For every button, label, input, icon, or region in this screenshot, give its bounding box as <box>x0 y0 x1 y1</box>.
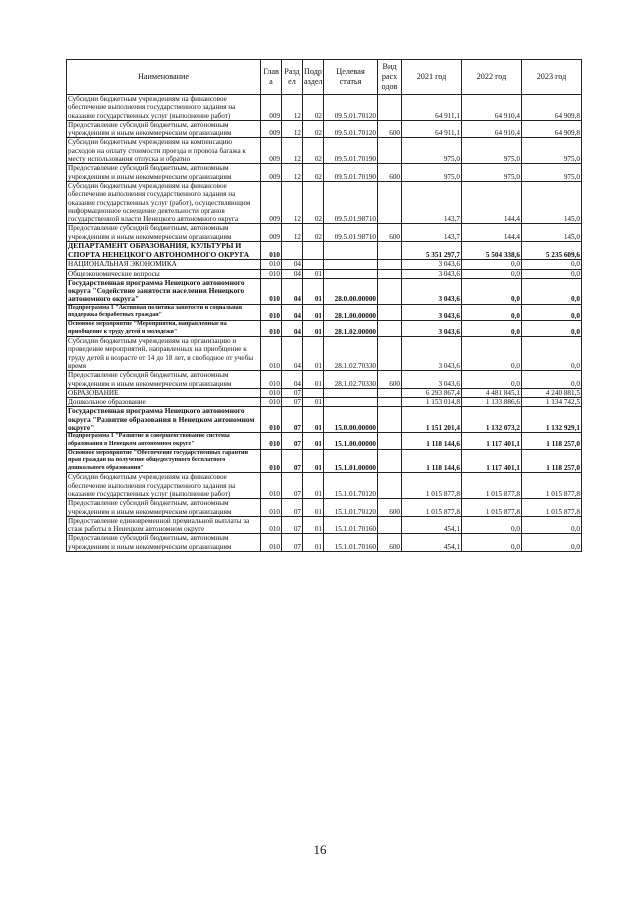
cell-article <box>324 269 378 278</box>
cell-vid <box>378 516 402 534</box>
cell-razdel: 04 <box>282 337 303 371</box>
cell-podrazdel: 02 <box>303 138 324 164</box>
cell-y2022: 0,0 <box>462 304 522 320</box>
header-2023: 2023 год <box>522 60 582 95</box>
cell-y2022: 5 504 338,6 <box>462 242 522 260</box>
cell-glava: 010 <box>261 449 282 473</box>
cell-glava: 010 <box>261 371 282 389</box>
cell-vid <box>378 269 402 278</box>
cell-y2022: 0,0 <box>462 260 522 269</box>
cell-razdel: 04 <box>282 260 303 269</box>
cell-y2021: 3 043,6 <box>402 337 462 371</box>
cell-razdel <box>282 242 303 260</box>
cell-name: Субсидии бюджетным учреждениям на компенсацию расходов на оплату стоимости проезда и провоза багажа к месту использования отпуска и обратно <box>67 138 261 164</box>
cell-podrazdel: 01 <box>303 304 324 320</box>
cell-y2022: 1 117 401,1 <box>462 433 522 449</box>
cell-article: 15.1.00.00000 <box>324 433 378 449</box>
cell-name: НАЦИОНАЛЬНАЯ ЭКОНОМИКА <box>67 260 261 269</box>
cell-glava: 010 <box>261 304 282 320</box>
cell-article: 09.5.01.70120 <box>324 95 378 121</box>
cell-podrazdel: 01 <box>303 320 324 336</box>
cell-podrazdel: 02 <box>303 120 324 138</box>
cell-y2023: 0,0 <box>522 320 582 336</box>
cell-y2023: 1 118 257,0 <box>522 433 582 449</box>
cell-glava: 010 <box>261 407 282 433</box>
cell-name: Субсидии бюджетным учреждениям на финансовое обеспечение выполнения государственного задания на оказание государственных услуг (выполнение работ) <box>67 473 261 499</box>
table-row <box>67 164 582 182</box>
cell-name: Предоставление субсидий бюджетным, автономным учреждениям и иным некоммерческим организациям <box>67 164 261 182</box>
cell-y2021: 143,7 <box>402 181 462 223</box>
cell-y2021: 1 151 201,4 <box>402 407 462 433</box>
cell-glava: 010 <box>261 260 282 269</box>
cell-podrazdel: 02 <box>303 224 324 242</box>
header-name: Наименование <box>67 60 261 95</box>
table-row <box>67 260 582 269</box>
cell-razdel: 07 <box>282 449 303 473</box>
cell-glava: 009 <box>261 181 282 223</box>
cell-y2021: 1 015 877,8 <box>402 473 462 499</box>
table-row <box>67 398 582 407</box>
cell-name: Субсидии бюджетным учреждениям на финансовое обеспечение выполнения государственного задания на оказание государственных услуг (выполнение работ) <box>67 95 261 121</box>
cell-razdel: 04 <box>282 371 303 389</box>
cell-article <box>324 260 378 269</box>
cell-y2023: 0,0 <box>522 260 582 269</box>
cell-article: 15.1.01.70120 <box>324 499 378 517</box>
cell-y2023: 1 132 929,1 <box>522 407 582 433</box>
cell-y2023: 0,0 <box>522 337 582 371</box>
cell-name: Предоставление субсидий бюджетным, автономным учреждениям и иным некоммерческим организациям <box>67 120 261 138</box>
cell-article: 09.5.01.98710 <box>324 224 378 242</box>
cell-y2021: 1 118 144,6 <box>402 433 462 449</box>
cell-name: Общеэкономические вопросы <box>67 269 261 278</box>
cell-podrazdel: 02 <box>303 181 324 223</box>
cell-glava: 010 <box>261 398 282 407</box>
cell-name: Подпрограмма 1 "Развитие и совершенствование системы образования в Ненецком автономном округе" <box>67 433 261 449</box>
table-row <box>67 449 582 473</box>
cell-article <box>324 242 378 260</box>
cell-y2021: 6 293 867,4 <box>402 388 462 397</box>
cell-y2023: 145,0 <box>522 181 582 223</box>
cell-y2022: 0,0 <box>462 337 522 371</box>
table-row <box>67 473 582 499</box>
cell-y2021: 3 043,6 <box>402 269 462 278</box>
cell-y2021: 3 043,6 <box>402 278 462 304</box>
cell-article: 28.1.02.00000 <box>324 320 378 336</box>
cell-vid <box>378 95 402 121</box>
cell-razdel: 12 <box>282 120 303 138</box>
cell-y2021: 975,0 <box>402 164 462 182</box>
cell-podrazdel: 01 <box>303 337 324 371</box>
cell-vid <box>378 304 402 320</box>
table-row <box>67 499 582 517</box>
cell-article: 15.0.00.00000 <box>324 407 378 433</box>
cell-razdel: 07 <box>282 516 303 534</box>
cell-y2022: 1 132 073,2 <box>462 407 522 433</box>
table-row <box>67 534 582 552</box>
cell-y2022: 0,0 <box>462 516 522 534</box>
cell-y2022: 144,4 <box>462 181 522 223</box>
table-row <box>67 269 582 278</box>
cell-name: Предоставление субсидий бюджетным, автономным учреждениям и иным некоммерческим организациям <box>67 499 261 517</box>
cell-podrazdel: 01 <box>303 407 324 433</box>
cell-y2021: 5 351 297,7 <box>402 242 462 260</box>
cell-podrazdel: 02 <box>303 95 324 121</box>
cell-y2021: 1 118 144,6 <box>402 449 462 473</box>
cell-y2022: 975,0 <box>462 138 522 164</box>
cell-article: 15.1.01.70160 <box>324 516 378 534</box>
cell-article: 09.5.01.70120 <box>324 120 378 138</box>
header-article: Целевая статья <box>324 60 378 95</box>
cell-name: Субсидии бюджетным учреждениям на организацию и проведение мероприятий, направленных на приобщение к труду детей в возрасте от 14 до 18 лет, в свободное от учебы время <box>67 337 261 371</box>
header-vid: Вид расх одов <box>378 60 402 95</box>
cell-y2021: 1 015 877,8 <box>402 499 462 517</box>
cell-y2021: 975,0 <box>402 138 462 164</box>
cell-podrazdel: 01 <box>303 398 324 407</box>
cell-y2023: 0,0 <box>522 278 582 304</box>
cell-podrazdel <box>303 242 324 260</box>
cell-razdel: 12 <box>282 95 303 121</box>
cell-vid <box>378 138 402 164</box>
cell-glava: 010 <box>261 388 282 397</box>
table-row <box>67 371 582 389</box>
cell-glava: 010 <box>261 278 282 304</box>
cell-glava: 010 <box>261 473 282 499</box>
cell-podrazdel: 01 <box>303 534 324 552</box>
table-row <box>67 337 582 371</box>
table-row <box>67 407 582 433</box>
cell-podrazdel: 01 <box>303 473 324 499</box>
table-row <box>67 95 582 121</box>
cell-razdel: 12 <box>282 138 303 164</box>
cell-article: 09.5.01.98710 <box>324 181 378 223</box>
cell-article: 09.5.01.70190 <box>324 138 378 164</box>
table-row <box>67 138 582 164</box>
cell-glava: 009 <box>261 164 282 182</box>
cell-name: ОБРАЗОВАНИЕ <box>67 388 261 397</box>
cell-article <box>324 398 378 407</box>
cell-y2023: 975,0 <box>522 138 582 164</box>
cell-y2021: 64 911,1 <box>402 120 462 138</box>
cell-y2023: 0,0 <box>522 516 582 534</box>
cell-glava: 009 <box>261 120 282 138</box>
cell-article: 28.0.00.00000 <box>324 278 378 304</box>
table-row <box>67 433 582 449</box>
cell-glava: 010 <box>261 499 282 517</box>
cell-glava: 009 <box>261 138 282 164</box>
cell-y2022: 0,0 <box>462 269 522 278</box>
cell-vid <box>378 473 402 499</box>
cell-vid <box>378 181 402 223</box>
cell-podrazdel <box>303 388 324 397</box>
table-body <box>67 95 582 552</box>
cell-razdel: 07 <box>282 499 303 517</box>
header-2022: 2022 год <box>462 60 522 95</box>
cell-y2023: 4 240 881,5 <box>522 388 582 397</box>
cell-y2022: 1 117 401,1 <box>462 449 522 473</box>
cell-y2022: 1 015 877,8 <box>462 499 522 517</box>
header-glava: Глав а <box>261 60 282 95</box>
cell-glava: 010 <box>261 433 282 449</box>
cell-y2022: 144,4 <box>462 224 522 242</box>
cell-vid <box>378 320 402 336</box>
cell-y2023: 975,0 <box>522 164 582 182</box>
cell-article: 15.1.01.70120 <box>324 473 378 499</box>
table-row <box>67 388 582 397</box>
cell-article: 09.5.01.70190 <box>324 164 378 182</box>
cell-podrazdel: 01 <box>303 449 324 473</box>
cell-y2021: 3 043,6 <box>402 371 462 389</box>
cell-razdel: 07 <box>282 388 303 397</box>
cell-y2023: 64 909,8 <box>522 95 582 121</box>
cell-y2021: 3 043,6 <box>402 320 462 336</box>
cell-y2023: 1 015 877,8 <box>522 499 582 517</box>
cell-name: Государственная программа Ненецкого автономного округа "Содействие занятости населения Ненецкого автономного округа" <box>67 278 261 304</box>
cell-article: 28.1.02.70330 <box>324 371 378 389</box>
cell-glava: 010 <box>261 337 282 371</box>
cell-razdel: 07 <box>282 473 303 499</box>
cell-article <box>324 388 378 397</box>
cell-vid <box>378 407 402 433</box>
cell-razdel: 04 <box>282 278 303 304</box>
cell-y2022: 1 015 877,8 <box>462 473 522 499</box>
cell-y2021: 143,7 <box>402 224 462 242</box>
cell-vid <box>378 388 402 397</box>
cell-razdel: 07 <box>282 534 303 552</box>
cell-y2021: 3 043,6 <box>402 260 462 269</box>
cell-glava: 010 <box>261 242 282 260</box>
cell-glava: 010 <box>261 320 282 336</box>
cell-article: 15.1.01.00000 <box>324 449 378 473</box>
cell-glava: 009 <box>261 95 282 121</box>
cell-vid <box>378 337 402 371</box>
cell-name: Предоставление субсидий бюджетным, автономным учреждениям и иным некоммерческим организациям <box>67 224 261 242</box>
cell-razdel: 12 <box>282 164 303 182</box>
cell-y2022: 975,0 <box>462 164 522 182</box>
cell-y2023: 0,0 <box>522 304 582 320</box>
cell-glava: 010 <box>261 516 282 534</box>
table-row <box>67 304 582 320</box>
cell-y2022: 0,0 <box>462 534 522 552</box>
cell-razdel: 04 <box>282 320 303 336</box>
cell-y2022: 1 133 886,6 <box>462 398 522 407</box>
cell-vid <box>378 278 402 304</box>
cell-glava: 009 <box>261 224 282 242</box>
table-header-row <box>67 60 582 95</box>
table-row <box>67 120 582 138</box>
cell-y2023: 145,0 <box>522 224 582 242</box>
cell-name: Основное мероприятие "Обеспечение государственных гарантий прав граждан на получение общедоступного бесплатного дошкольного образования" <box>67 449 261 473</box>
table-row <box>67 320 582 336</box>
cell-vid: 600 <box>378 164 402 182</box>
cell-name: Государственная программа Ненецкого автономного округа "Развитие образования в Ненецком автономном округе" <box>67 407 261 433</box>
cell-razdel: 04 <box>282 304 303 320</box>
cell-name: Предоставление субсидий бюджетным, автономным учреждениям и иным некоммерческим организациям <box>67 371 261 389</box>
cell-y2021: 1 153 014,8 <box>402 398 462 407</box>
budget-table <box>66 59 582 552</box>
cell-razdel: 07 <box>282 433 303 449</box>
cell-podrazdel: 01 <box>303 269 324 278</box>
cell-razdel: 07 <box>282 398 303 407</box>
table-row <box>67 242 582 260</box>
cell-razdel: 12 <box>282 224 303 242</box>
cell-y2022: 0,0 <box>462 320 522 336</box>
header-2021: 2021 год <box>402 60 462 95</box>
cell-podrazdel: 01 <box>303 433 324 449</box>
cell-podrazdel: 01 <box>303 371 324 389</box>
cell-y2023: 1 134 742,5 <box>522 398 582 407</box>
cell-y2022: 64 910,4 <box>462 120 522 138</box>
cell-vid: 600 <box>378 371 402 389</box>
cell-y2023: 5 235 609,6 <box>522 242 582 260</box>
cell-y2022: 0,0 <box>462 371 522 389</box>
cell-vid <box>378 242 402 260</box>
cell-vid <box>378 260 402 269</box>
cell-y2021: 454,1 <box>402 534 462 552</box>
cell-y2023: 0,0 <box>522 269 582 278</box>
cell-y2023: 1 118 257,0 <box>522 449 582 473</box>
cell-glava: 010 <box>261 534 282 552</box>
cell-razdel: 07 <box>282 407 303 433</box>
cell-y2021: 64 911,1 <box>402 95 462 121</box>
cell-podrazdel: 01 <box>303 278 324 304</box>
cell-y2021: 454,1 <box>402 516 462 534</box>
cell-name: Основное мероприятие "Мероприятия, направленные на приобщение к труду детей и молодежи" <box>67 320 261 336</box>
cell-vid: 600 <box>378 499 402 517</box>
cell-glava: 010 <box>261 269 282 278</box>
cell-y2023: 64 909,8 <box>522 120 582 138</box>
cell-name: Предоставление единовременной премиальной выплаты за стаж работы в Ненецком автономном округе <box>67 516 261 534</box>
cell-y2023: 1 015 877,8 <box>522 473 582 499</box>
table-row <box>67 181 582 223</box>
cell-name: Дошкольное образование <box>67 398 261 407</box>
cell-name: ДЕПАРТАМЕНТ ОБРАЗОВАНИЯ, КУЛЬТУРЫ И СПОРТА НЕНЕЦКОГО АВТОНОМНОГО ОКРУГА <box>67 242 261 260</box>
cell-article: 28.1.00.00000 <box>324 304 378 320</box>
table-row <box>67 224 582 242</box>
cell-vid <box>378 398 402 407</box>
cell-article: 28.1.02.70330 <box>324 337 378 371</box>
table-row <box>67 516 582 534</box>
cell-article: 15.1.01.70160 <box>324 534 378 552</box>
cell-razdel: 12 <box>282 181 303 223</box>
cell-y2022: 64 910,4 <box>462 95 522 121</box>
page-number: 16 <box>313 842 327 857</box>
cell-y2022: 0,0 <box>462 278 522 304</box>
cell-razdel: 04 <box>282 269 303 278</box>
cell-y2023: 0,0 <box>522 534 582 552</box>
cell-y2023: 0,0 <box>522 371 582 389</box>
cell-podrazdel: 02 <box>303 164 324 182</box>
header-podrazdel: Подр аздел <box>303 60 324 95</box>
header-razdel: Разд ел <box>282 60 303 95</box>
cell-podrazdel <box>303 260 324 269</box>
cell-vid <box>378 449 402 473</box>
cell-name: Субсидии бюджетным учреждениям на финансовое обеспечение выполнения государственного задания на оказание государственных услуг (работ), осуществляющим информационное освещение деятельности органов государственной власти Ненецкого автономного округа <box>67 181 261 223</box>
cell-vid: 600 <box>378 534 402 552</box>
cell-podrazdel: 01 <box>303 499 324 517</box>
cell-vid: 600 <box>378 224 402 242</box>
cell-podrazdel: 01 <box>303 516 324 534</box>
cell-vid: 600 <box>378 120 402 138</box>
cell-name: Подпрограмма 1 "Активная политика занятости и социальная поддержка безработных граждан" <box>67 304 261 320</box>
cell-name: Предоставление субсидий бюджетным, автономным учреждениям и иным некоммерческим организациям <box>67 534 261 552</box>
cell-vid <box>378 433 402 449</box>
cell-y2022: 4 481 845,1 <box>462 388 522 397</box>
table-row <box>67 278 582 304</box>
cell-y2021: 3 043,6 <box>402 304 462 320</box>
